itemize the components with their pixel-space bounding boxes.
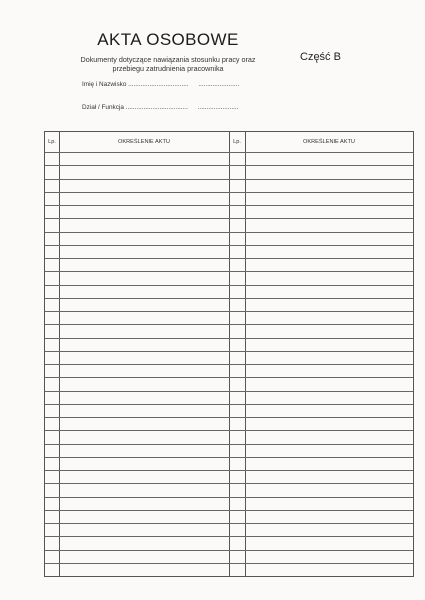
table-row[interactable] bbox=[45, 165, 413, 166]
name-field[interactable] bbox=[82, 81, 239, 88]
left-description-header: OKREŚLENIE AKTU bbox=[118, 139, 170, 145]
part-label: Część B bbox=[300, 51, 341, 63]
table-row[interactable] bbox=[45, 258, 413, 259]
table-row[interactable] bbox=[45, 497, 413, 498]
table-row[interactable] bbox=[45, 245, 413, 246]
documents-table bbox=[44, 131, 414, 577]
department-dots: ................................... bbox=[125, 104, 188, 111]
table-row[interactable] bbox=[45, 271, 413, 272]
table-row[interactable] bbox=[45, 550, 413, 551]
table-row[interactable] bbox=[45, 285, 413, 286]
table-row[interactable] bbox=[45, 218, 413, 219]
department-label: Dział / Funkcja bbox=[82, 104, 124, 111]
right-description-header: OKREŚLENIE AKTU bbox=[303, 139, 355, 145]
table-row[interactable] bbox=[45, 483, 413, 484]
header-divider bbox=[45, 152, 413, 153]
left-lp-header: Lp. bbox=[48, 139, 56, 145]
table-row[interactable] bbox=[45, 404, 413, 405]
table-row[interactable] bbox=[45, 298, 413, 299]
table-row[interactable] bbox=[45, 523, 413, 524]
table-row[interactable] bbox=[45, 351, 413, 352]
table-row[interactable] bbox=[45, 338, 413, 339]
subtitle-line-2: przebiegu zatrudnienia pracownika bbox=[112, 64, 224, 73]
table-row[interactable] bbox=[45, 563, 413, 564]
table-row[interactable] bbox=[45, 364, 413, 365]
table-row[interactable] bbox=[45, 232, 413, 233]
table-row[interactable] bbox=[45, 444, 413, 445]
form-subtitle bbox=[68, 55, 268, 73]
department-field[interactable] bbox=[82, 104, 238, 111]
table-row[interactable] bbox=[45, 417, 413, 418]
table-row[interactable] bbox=[45, 205, 413, 206]
subtitle-line-1: Dokumenty dotyczące nawiązania stosunku pracy oraz bbox=[80, 55, 256, 64]
form-title: AKTA OSOBOWE bbox=[97, 30, 239, 49]
table-row[interactable] bbox=[45, 192, 413, 193]
table-row[interactable] bbox=[45, 470, 413, 471]
name-dots: .................................. bbox=[128, 81, 189, 88]
table-row[interactable] bbox=[45, 179, 413, 180]
table-row[interactable] bbox=[45, 377, 413, 378]
table-row[interactable] bbox=[45, 430, 413, 431]
table-row[interactable] bbox=[45, 391, 413, 392]
right-lp-header: Lp. bbox=[233, 139, 241, 145]
name-dots-extra: ....................... bbox=[198, 81, 240, 88]
table-row[interactable] bbox=[45, 510, 413, 511]
table-row[interactable] bbox=[45, 324, 413, 325]
table-row[interactable] bbox=[45, 536, 413, 537]
table-row[interactable] bbox=[45, 457, 413, 458]
table-row[interactable] bbox=[45, 311, 413, 312]
name-label: Imię i Nazwisko bbox=[82, 81, 127, 88]
department-dots-extra: ....................... bbox=[197, 104, 239, 111]
